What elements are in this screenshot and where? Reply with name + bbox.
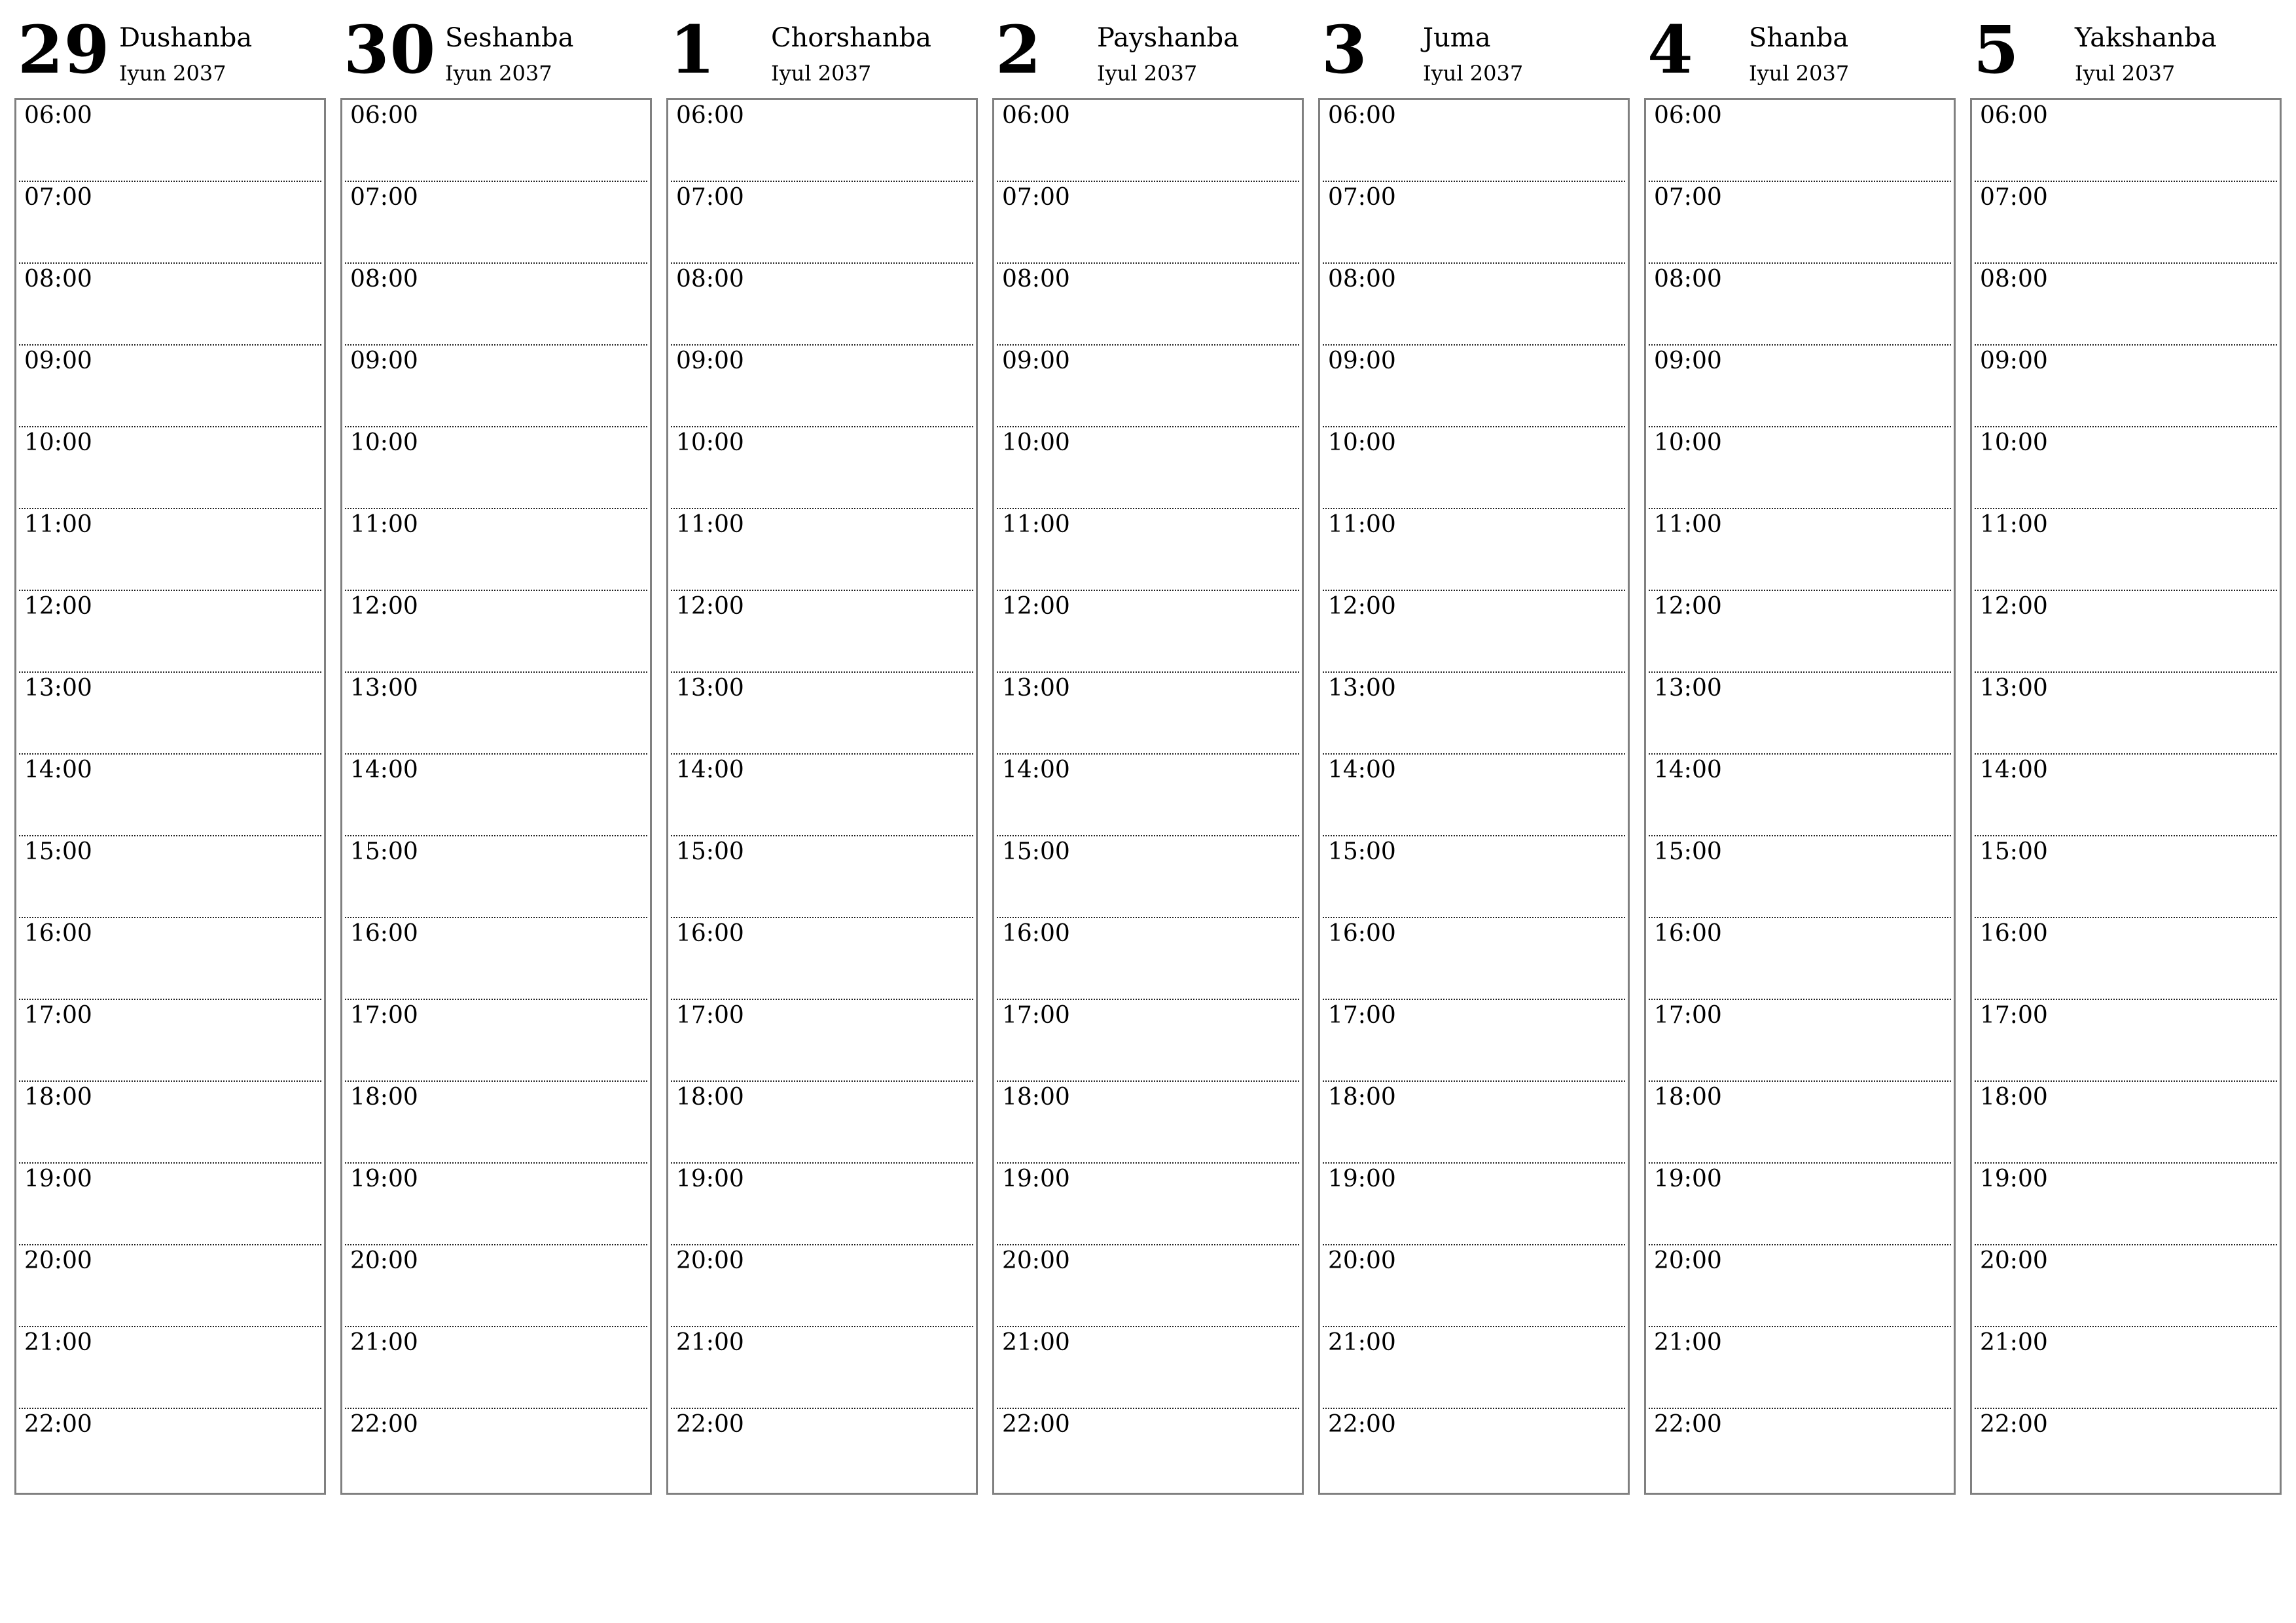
time-slot[interactable]: [1649, 346, 1951, 427]
time-label: 17:00: [1002, 1002, 1070, 1029]
time-slot[interactable]: [671, 509, 973, 591]
time-slot[interactable]: [1323, 755, 1625, 836]
time-slot[interactable]: [671, 1000, 973, 1082]
time-label: 09:00: [1980, 348, 2048, 374]
time-label: 20:00: [1002, 1247, 1070, 1274]
time-label: 22:00: [1328, 1411, 1396, 1438]
day-schedule-box: [1644, 98, 1956, 1495]
time-label: 15:00: [1002, 838, 1070, 865]
time-slot[interactable]: [345, 100, 647, 182]
day-column: [992, 0, 1304, 1499]
time-slot[interactable]: [345, 836, 647, 918]
time-slot[interactable]: [1975, 1082, 2277, 1164]
time-slot[interactable]: [997, 427, 1299, 509]
time-label: 13:00: [1654, 675, 1722, 702]
time-label: 22:00: [1002, 1411, 1070, 1438]
time-slot[interactable]: [997, 509, 1299, 591]
time-slot[interactable]: [345, 346, 647, 427]
time-slot[interactable]: [997, 673, 1299, 755]
time-label: 20:00: [1328, 1247, 1396, 1274]
time-label: 16:00: [1002, 920, 1070, 947]
time-label: 14:00: [1654, 757, 1722, 783]
time-slot[interactable]: [1975, 182, 2277, 264]
day-header: [992, 0, 1304, 98]
time-slot[interactable]: [671, 1409, 973, 1493]
day-name: Dushanba: [119, 23, 253, 53]
time-slot[interactable]: [1323, 836, 1625, 918]
time-slot[interactable]: [1323, 1409, 1625, 1493]
time-label: 19:00: [1980, 1166, 2048, 1192]
time-label: 17:00: [676, 1002, 744, 1029]
time-label: 13:00: [676, 675, 744, 702]
time-slot[interactable]: [19, 1082, 321, 1164]
time-slot[interactable]: [1323, 346, 1625, 427]
time-label: 08:00: [676, 266, 744, 293]
day-column: [666, 0, 978, 1499]
time-label: 17:00: [350, 1002, 418, 1029]
time-slot[interactable]: [1649, 509, 1951, 591]
day-column: [1644, 0, 1956, 1499]
time-label: 10:00: [350, 429, 418, 456]
month-year: Iyul 2037: [1097, 61, 1198, 86]
month-year: Iyul 2037: [1423, 61, 1524, 86]
time-label: 17:00: [24, 1002, 92, 1029]
time-slot[interactable]: [671, 264, 973, 346]
day-number: 30: [344, 11, 437, 88]
time-label: 08:00: [1002, 266, 1070, 293]
time-label: 16:00: [24, 920, 92, 947]
time-slot[interactable]: [345, 918, 647, 1000]
time-label: 09:00: [350, 348, 418, 374]
time-slot[interactable]: [997, 591, 1299, 673]
month-year: Iyun 2037: [445, 61, 552, 86]
time-slot[interactable]: [1975, 264, 2277, 346]
time-slot[interactable]: [997, 1327, 1299, 1409]
time-slot[interactable]: [345, 755, 647, 836]
time-slot[interactable]: [671, 1164, 973, 1245]
time-slot[interactable]: [671, 100, 973, 182]
time-label: 09:00: [1002, 348, 1070, 374]
time-slot[interactable]: [997, 836, 1299, 918]
time-slot[interactable]: [1649, 1082, 1951, 1164]
time-slot[interactable]: [1975, 1327, 2277, 1409]
time-slot[interactable]: [345, 673, 647, 755]
time-label: 20:00: [24, 1247, 92, 1274]
time-slot[interactable]: [1975, 346, 2277, 427]
time-label: 18:00: [1328, 1084, 1396, 1111]
time-label: 20:00: [1654, 1247, 1722, 1274]
time-slot[interactable]: [997, 1000, 1299, 1082]
time-label: 16:00: [350, 920, 418, 947]
time-slot[interactable]: [1975, 673, 2277, 755]
time-label: 12:00: [350, 593, 418, 620]
time-slot[interactable]: [19, 591, 321, 673]
time-slot[interactable]: [1649, 1245, 1951, 1327]
day-name: Seshanba: [445, 23, 574, 53]
time-slot[interactable]: [19, 1000, 321, 1082]
time-slot[interactable]: [1975, 591, 2277, 673]
time-label: 14:00: [350, 757, 418, 783]
time-label: 19:00: [350, 1166, 418, 1192]
time-label: 11:00: [1002, 511, 1070, 538]
time-label: 21:00: [24, 1329, 92, 1356]
time-slot[interactable]: [671, 1082, 973, 1164]
time-slot[interactable]: [1649, 836, 1951, 918]
time-slot[interactable]: [19, 918, 321, 1000]
day-header: [1644, 0, 1956, 98]
time-slot[interactable]: [671, 346, 973, 427]
time-slot[interactable]: [1975, 509, 2277, 591]
time-slot[interactable]: [997, 100, 1299, 182]
day-header: [1970, 0, 2282, 98]
time-slot[interactable]: [1975, 1000, 2277, 1082]
time-label: 08:00: [1654, 266, 1722, 293]
time-label: 14:00: [676, 757, 744, 783]
day-schedule-box: [992, 98, 1304, 1495]
time-slot[interactable]: [19, 264, 321, 346]
time-slot[interactable]: [997, 1164, 1299, 1245]
day-header: [14, 0, 326, 98]
day-name: Yakshanba: [2075, 23, 2217, 53]
time-slot[interactable]: [19, 836, 321, 918]
time-label: 17:00: [1980, 1002, 2048, 1029]
time-label: 16:00: [676, 920, 744, 947]
time-label: 13:00: [1980, 675, 2048, 702]
time-slot[interactable]: [997, 182, 1299, 264]
time-label: 15:00: [1654, 838, 1722, 865]
time-label: 11:00: [350, 511, 418, 538]
time-slot[interactable]: [19, 100, 321, 182]
time-slot[interactable]: [1323, 591, 1625, 673]
time-label: 07:00: [350, 184, 418, 211]
time-label: 07:00: [1328, 184, 1396, 211]
time-label: 20:00: [1980, 1247, 2048, 1274]
time-slot[interactable]: [1649, 673, 1951, 755]
time-label: 07:00: [1002, 184, 1070, 211]
time-label: 21:00: [1328, 1329, 1396, 1356]
time-label: 16:00: [1654, 920, 1722, 947]
time-slot[interactable]: [1975, 1245, 2277, 1327]
time-slot[interactable]: [671, 1327, 973, 1409]
weekly-planner: [14, 0, 2282, 1499]
time-label: 15:00: [676, 838, 744, 865]
time-label: 15:00: [1980, 838, 2048, 865]
time-label: 06:00: [1002, 102, 1070, 129]
time-label: 13:00: [350, 675, 418, 702]
time-slot[interactable]: [1975, 427, 2277, 509]
day-number: 1: [670, 11, 716, 88]
time-label: 09:00: [24, 348, 92, 374]
time-label: 21:00: [1980, 1329, 2048, 1356]
time-slot[interactable]: [19, 1245, 321, 1327]
time-slot[interactable]: [345, 427, 647, 509]
time-label: 19:00: [676, 1166, 744, 1192]
time-slot[interactable]: [997, 918, 1299, 1000]
day-column: [340, 0, 652, 1499]
day-column: [1970, 0, 2282, 1499]
time-label: 21:00: [676, 1329, 744, 1356]
month-year: Iyun 2037: [119, 61, 226, 86]
time-slot[interactable]: [19, 346, 321, 427]
day-number: 3: [1321, 11, 1368, 88]
time-label: 20:00: [676, 1247, 744, 1274]
time-slot[interactable]: [1323, 1000, 1625, 1082]
time-slot[interactable]: [345, 1409, 647, 1493]
time-slot[interactable]: [1975, 755, 2277, 836]
time-label: 15:00: [24, 838, 92, 865]
time-label: 06:00: [676, 102, 744, 129]
time-slot[interactable]: [345, 1164, 647, 1245]
time-label: 17:00: [1654, 1002, 1722, 1029]
time-label: 12:00: [1328, 593, 1396, 620]
time-slot[interactable]: [345, 1245, 647, 1327]
time-slot[interactable]: [1323, 1245, 1625, 1327]
time-slot[interactable]: [1649, 1327, 1951, 1409]
time-slot[interactable]: [671, 673, 973, 755]
time-label: 07:00: [24, 184, 92, 211]
time-label: 14:00: [1002, 757, 1070, 783]
time-slot[interactable]: [345, 1327, 647, 1409]
time-label: 10:00: [24, 429, 92, 456]
time-label: 11:00: [1654, 511, 1722, 538]
time-slot[interactable]: [1323, 100, 1625, 182]
day-schedule-box: [14, 98, 326, 1495]
time-slot[interactable]: [1323, 182, 1625, 264]
time-label: 18:00: [24, 1084, 92, 1111]
time-label: 18:00: [1002, 1084, 1070, 1111]
day-schedule-box: [1970, 98, 2282, 1495]
day-schedule-box: [666, 98, 978, 1495]
time-label: 08:00: [350, 266, 418, 293]
time-slot[interactable]: [345, 182, 647, 264]
time-slot[interactable]: [1323, 673, 1625, 755]
time-label: 06:00: [350, 102, 418, 129]
time-label: 07:00: [1654, 184, 1722, 211]
time-label: 19:00: [1328, 1166, 1396, 1192]
time-slot[interactable]: [19, 427, 321, 509]
time-label: 09:00: [676, 348, 744, 374]
time-label: 10:00: [1328, 429, 1396, 456]
time-slot[interactable]: [345, 1000, 647, 1082]
time-slot[interactable]: [345, 1082, 647, 1164]
time-slot[interactable]: [1975, 836, 2277, 918]
time-label: 06:00: [1654, 102, 1722, 129]
time-label: 22:00: [1980, 1411, 2048, 1438]
time-slot[interactable]: [19, 182, 321, 264]
time-label: 15:00: [1328, 838, 1396, 865]
day-schedule-box: [1318, 98, 1630, 1495]
time-slot[interactable]: [997, 1409, 1299, 1493]
time-label: 10:00: [1002, 429, 1070, 456]
time-slot[interactable]: [997, 264, 1299, 346]
time-label: 12:00: [24, 593, 92, 620]
time-slot[interactable]: [997, 1082, 1299, 1164]
time-label: 22:00: [24, 1411, 92, 1438]
time-slot[interactable]: [671, 755, 973, 836]
time-label: 13:00: [1002, 675, 1070, 702]
time-label: 21:00: [1002, 1329, 1070, 1356]
time-slot[interactable]: [345, 509, 647, 591]
time-label: 18:00: [1654, 1084, 1722, 1111]
time-slot[interactable]: [1323, 918, 1625, 1000]
time-slot[interactable]: [1649, 1000, 1951, 1082]
time-label: 11:00: [1980, 511, 2048, 538]
time-label: 07:00: [676, 184, 744, 211]
time-slot[interactable]: [1649, 264, 1951, 346]
time-label: 18:00: [1980, 1084, 2048, 1111]
time-slot[interactable]: [997, 755, 1299, 836]
time-slot[interactable]: [19, 1409, 321, 1493]
time-label: 22:00: [350, 1411, 418, 1438]
time-label: 16:00: [1980, 920, 2048, 947]
time-label: 21:00: [1654, 1329, 1722, 1356]
time-label: 14:00: [1980, 757, 2048, 783]
time-label: 22:00: [1654, 1411, 1722, 1438]
time-label: 10:00: [676, 429, 744, 456]
time-slot[interactable]: [1649, 755, 1951, 836]
time-label: 08:00: [1328, 266, 1396, 293]
time-label: 12:00: [1002, 593, 1070, 620]
time-label: 07:00: [1980, 184, 2048, 211]
time-slot[interactable]: [345, 264, 647, 346]
time-label: 21:00: [350, 1329, 418, 1356]
time-slot[interactable]: [671, 427, 973, 509]
day-number: 2: [996, 11, 1042, 88]
time-slot[interactable]: [19, 1164, 321, 1245]
day-number: 5: [1973, 11, 2020, 88]
time-slot[interactable]: [19, 509, 321, 591]
time-slot[interactable]: [1975, 1409, 2277, 1493]
day-name: Shanba: [1749, 23, 1849, 53]
time-slot[interactable]: [1649, 427, 1951, 509]
time-slot[interactable]: [1323, 1082, 1625, 1164]
time-slot[interactable]: [1975, 100, 2277, 182]
day-number: 4: [1647, 11, 1694, 88]
time-label: 19:00: [1654, 1166, 1722, 1192]
time-label: 09:00: [1328, 348, 1396, 374]
day-number: 29: [18, 11, 111, 88]
time-label: 18:00: [350, 1084, 418, 1111]
time-label: 19:00: [1002, 1166, 1070, 1192]
day-name: Chorshanba: [771, 23, 931, 53]
time-slot[interactable]: [671, 1245, 973, 1327]
time-label: 10:00: [1654, 429, 1722, 456]
time-label: 06:00: [1980, 102, 2048, 129]
day-header: [340, 0, 652, 98]
time-label: 06:00: [1328, 102, 1396, 129]
time-label: 06:00: [24, 102, 92, 129]
time-label: 16:00: [1328, 920, 1396, 947]
day-header: [666, 0, 978, 98]
time-label: 11:00: [24, 511, 92, 538]
time-slot[interactable]: [1649, 1409, 1951, 1493]
month-year: Iyul 2037: [2075, 61, 2176, 86]
time-slot[interactable]: [19, 673, 321, 755]
time-slot[interactable]: [1649, 918, 1951, 1000]
time-slot[interactable]: [671, 182, 973, 264]
day-schedule-box: [340, 98, 652, 1495]
time-slot[interactable]: [1323, 509, 1625, 591]
day-column: [1318, 0, 1630, 1499]
time-label: 11:00: [676, 511, 744, 538]
time-label: 12:00: [676, 593, 744, 620]
time-slot[interactable]: [671, 918, 973, 1000]
time-slot[interactable]: [1649, 100, 1951, 182]
time-label: 08:00: [1980, 266, 2048, 293]
month-year: Iyul 2037: [1749, 61, 1850, 86]
time-label: 20:00: [350, 1247, 418, 1274]
time-label: 15:00: [350, 838, 418, 865]
time-label: 08:00: [24, 266, 92, 293]
day-name: Payshanba: [1097, 23, 1239, 53]
day-header: [1318, 0, 1630, 98]
time-label: 12:00: [1980, 593, 2048, 620]
time-slot[interactable]: [1323, 264, 1625, 346]
day-name: Juma: [1423, 23, 1491, 53]
time-slot[interactable]: [997, 346, 1299, 427]
time-slot[interactable]: [997, 1245, 1299, 1327]
time-slot[interactable]: [1649, 591, 1951, 673]
time-slot[interactable]: [1323, 1164, 1625, 1245]
day-column: [14, 0, 326, 1499]
time-label: 17:00: [1328, 1002, 1396, 1029]
time-slot[interactable]: [19, 1327, 321, 1409]
time-label: 12:00: [1654, 593, 1722, 620]
time-slot[interactable]: [345, 591, 647, 673]
time-label: 14:00: [1328, 757, 1396, 783]
time-slot[interactable]: [19, 755, 321, 836]
time-label: 09:00: [1654, 348, 1722, 374]
time-slot[interactable]: [1323, 427, 1625, 509]
time-label: 13:00: [1328, 675, 1396, 702]
time-label: 13:00: [24, 675, 92, 702]
time-label: 19:00: [24, 1166, 92, 1192]
time-slot[interactable]: [1975, 1164, 2277, 1245]
time-label: 11:00: [1328, 511, 1396, 538]
month-year: Iyul 2037: [771, 61, 872, 86]
time-slot[interactable]: [1649, 182, 1951, 264]
time-slot[interactable]: [1323, 1327, 1625, 1409]
time-label: 18:00: [676, 1084, 744, 1111]
time-slot[interactable]: [1975, 918, 2277, 1000]
time-label: 14:00: [24, 757, 92, 783]
time-slot[interactable]: [1649, 1164, 1951, 1245]
time-label: 10:00: [1980, 429, 2048, 456]
time-label: 22:00: [676, 1411, 744, 1438]
time-slot[interactable]: [671, 591, 973, 673]
time-slot[interactable]: [671, 836, 973, 918]
